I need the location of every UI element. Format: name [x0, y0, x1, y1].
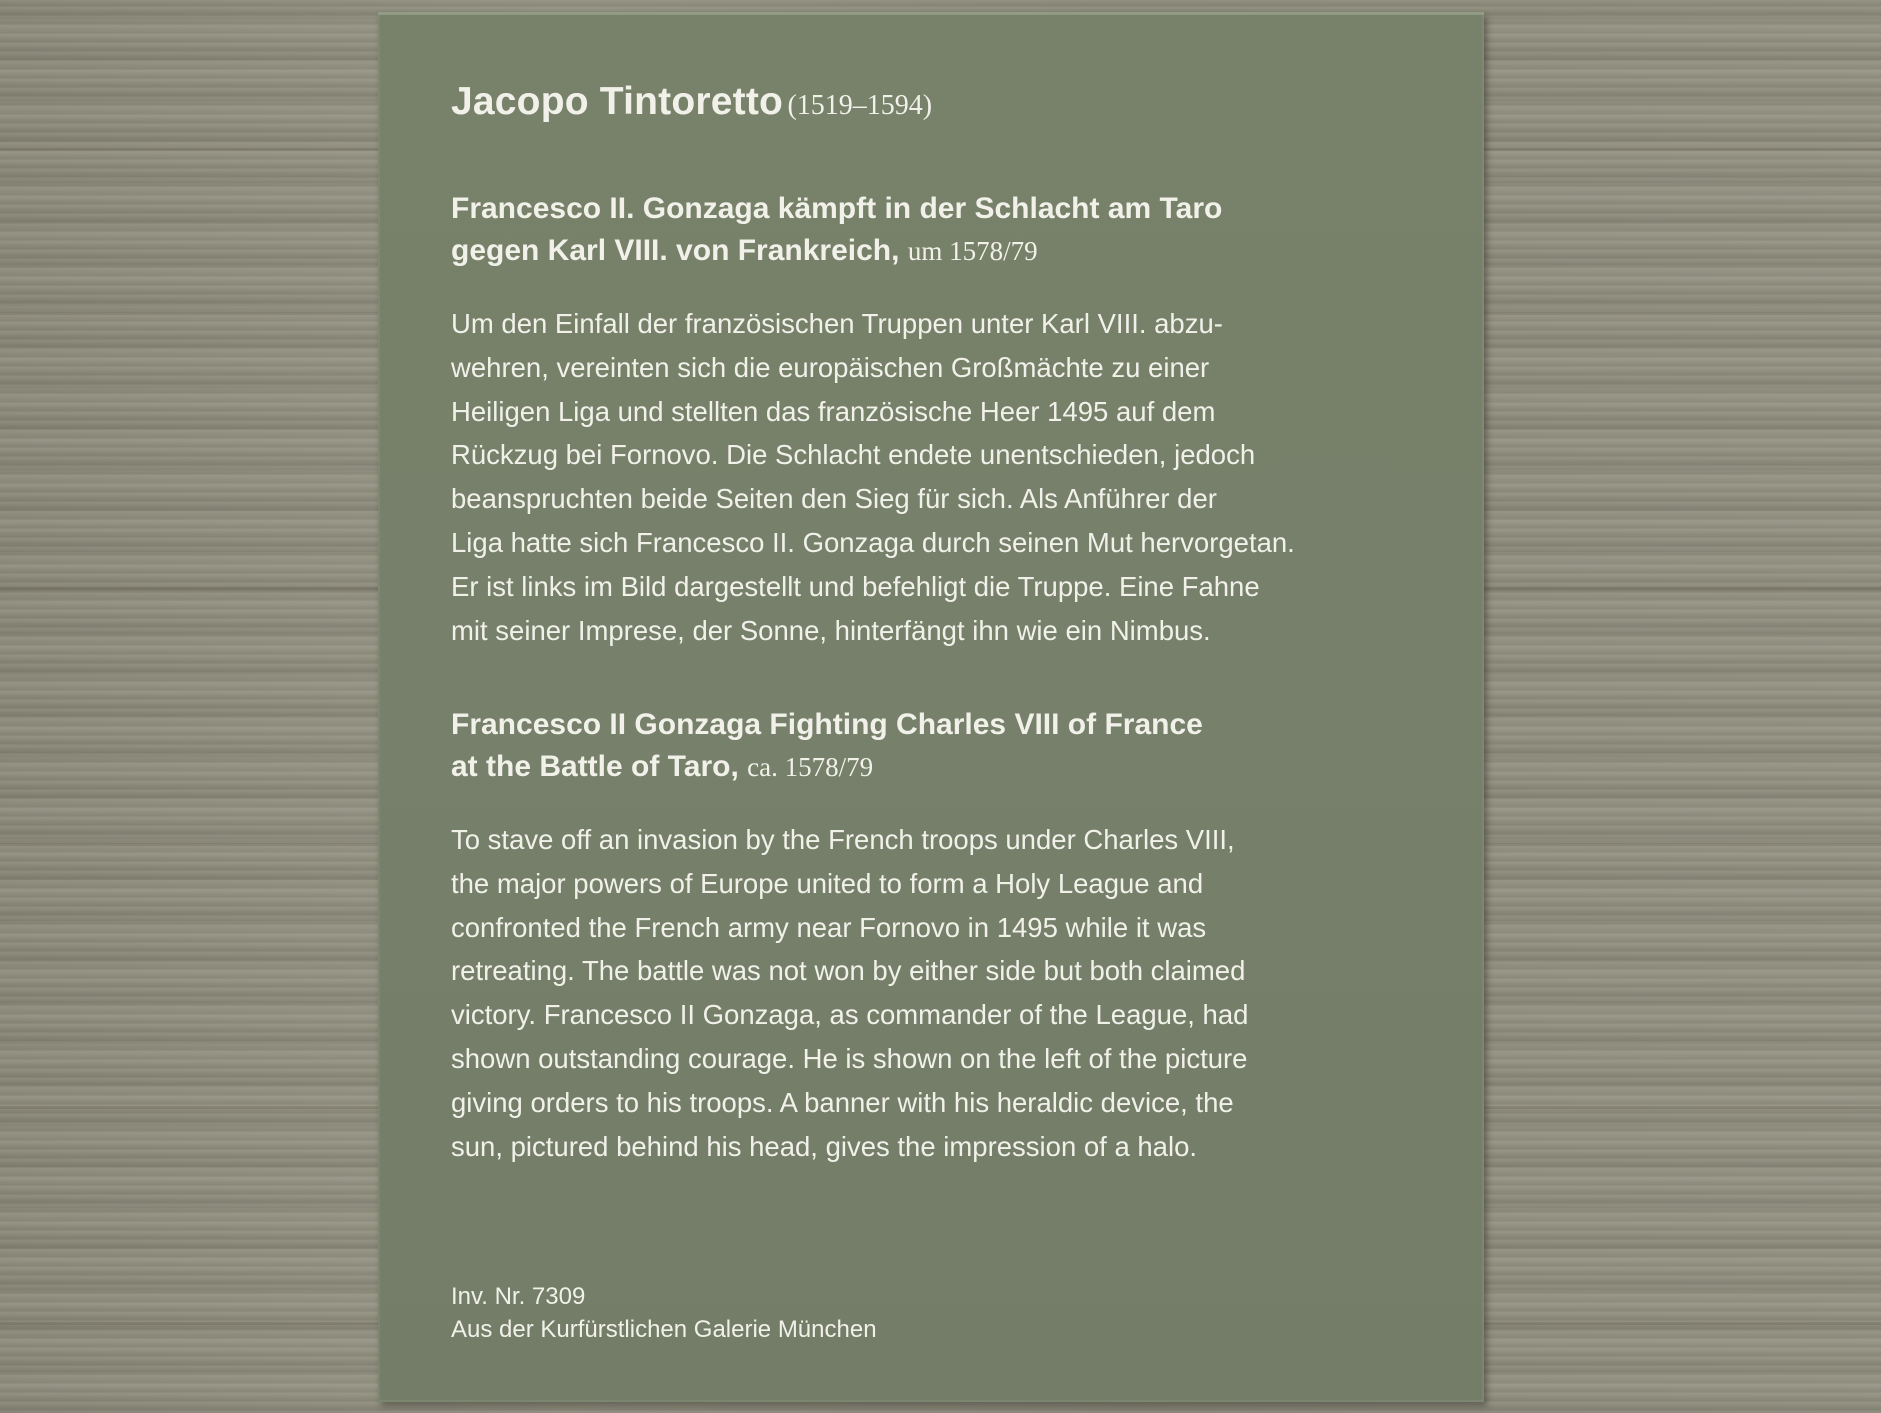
description-german-line: beanspruchten beide Seiten den Sieg für sich. Als Anführer der: [451, 483, 1217, 515]
title-german-line-text: gegen Karl VIII. von Frankreich,: [451, 234, 900, 267]
label-footer: [451, 1280, 877, 1346]
title-german: [451, 188, 1222, 272]
description-german-line: Liga hatte sich Francesco II. Gonzaga durch seinen Mut hervorgetan.: [451, 526, 1295, 558]
description-english-line: retreating. The battle was not won by either side but both claimed: [451, 955, 1246, 987]
artist-name: Jacopo Tintoretto: [451, 80, 784, 123]
title-english-line-text: at the Battle of Taro,: [451, 750, 739, 783]
description-german: [451, 302, 1295, 652]
provenance: Aus der Kurfürstlichen Galerie München: [451, 1316, 877, 1343]
description-german-line: Um den Einfall der französischen Truppen unter Karl VIII. abzu-: [451, 308, 1223, 339]
description-english-line: To stave off an invasion by the French troops under Charles VIII,: [451, 824, 1235, 855]
description-german-line: Rückzug bei Fornovo. Die Schlacht endete unentschieden, jedoch: [451, 439, 1256, 471]
date-english: ca. 1578/79: [747, 752, 874, 782]
plaque-top-edge: [378, 12, 1484, 15]
description-german-line: Er ist links im Bild dargestellt und befehligt die Truppe. Eine Fahne: [451, 570, 1260, 602]
title-german-line: [451, 230, 1222, 272]
description-english-line: the major powers of Europe united to form a Holy League and: [451, 867, 1204, 899]
title-english-line: [451, 746, 1203, 788]
description-german-line: mit seiner Imprese, der Sonne, hinterfängt ihn wie ein Nimbus.: [451, 614, 1211, 646]
inventory-number: Inv. Nr. 7309: [451, 1283, 586, 1310]
title-english-line: Francesco II Gonzaga Fighting Charles VIII of France: [451, 708, 1203, 741]
title-english: [451, 704, 1203, 788]
description-english-line: victory. Francesco II Gonzaga, as commander of the League, had: [451, 999, 1249, 1031]
date-german: um 1578/79: [907, 236, 1038, 266]
description-english: [451, 818, 1248, 1168]
description-english-line: shown outstanding courage. He is shown on the left of the picture: [451, 1042, 1248, 1074]
description-german-line: wehren, vereinten sich die europäischen Großmächte zu einer: [451, 351, 1210, 383]
museum-label-plaque: [378, 12, 1484, 1402]
description-english-line: giving orders to his troops. A banner with his heraldic device, the: [451, 1086, 1234, 1118]
description-english-line: confronted the French army near Fornovo in 1495 while it was: [451, 911, 1207, 943]
description-german-line: Heiligen Liga und stellten das französische Heer 1495 auf dem: [451, 395, 1216, 427]
artist-heading: [451, 80, 932, 124]
artist-dates: (1519–1594): [787, 90, 933, 121]
title-german-line: Francesco II. Gonzaga kämpft in der Schlacht am Taro: [451, 192, 1223, 225]
description-english-line: sun, pictured behind his head, gives the impression of a halo.: [451, 1130, 1198, 1162]
